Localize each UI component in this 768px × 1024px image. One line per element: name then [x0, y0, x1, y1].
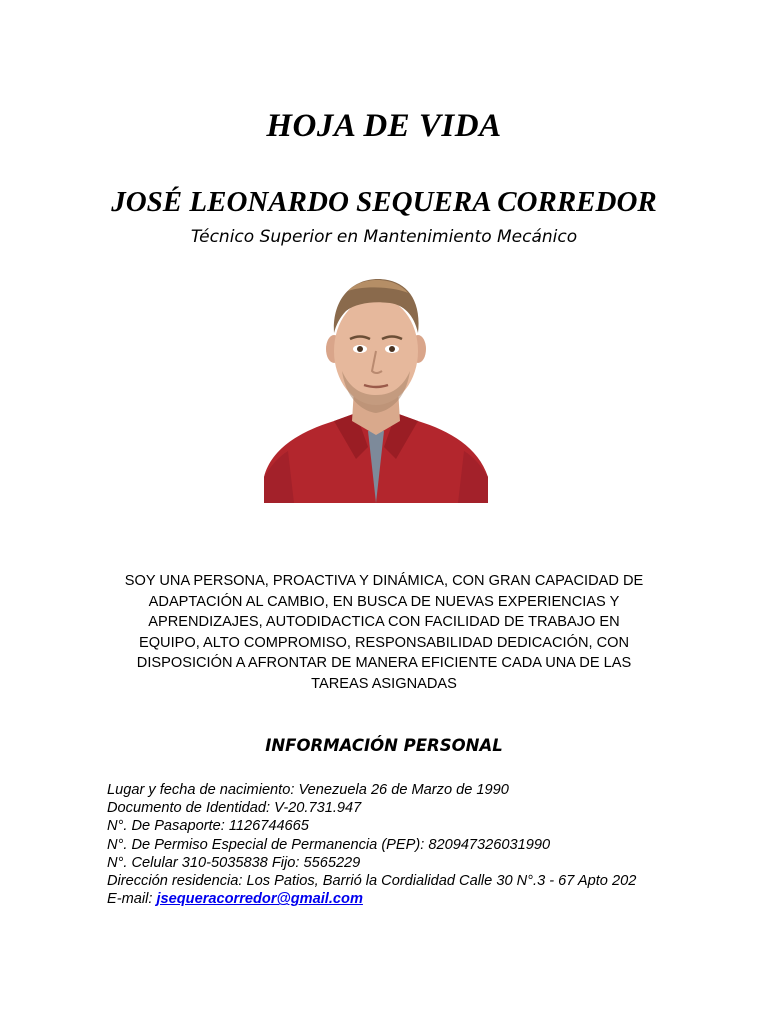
personal-info-list: [107, 781, 727, 908]
person-role: Técnico Superior en Mantenimiento Mecánico: [190, 227, 578, 247]
profile-photo: [264, 271, 488, 503]
summary-line: TAREAS ASIGNADAS: [311, 675, 457, 692]
address-info: Dirección residencia: Los Patios, Barrió la Cordialidad Calle 30 N°.3 - 67 Apto 202: [107, 873, 637, 890]
passport-info: N°. De Pasaporte: 1126744665: [107, 818, 309, 835]
profile-summary: [96, 571, 672, 695]
summary-line: EQUIPO, ALTO COMPROMISO, RESPONSABILIDAD DEDICACIÓN, CON: [138, 634, 630, 651]
email-link[interactable]: jsequeracorredor@gmail.com: [156, 891, 363, 908]
summary-line: APRENDIZAJES, AUTODIDACTICA CON FACILIDAD DE TRABAJO EN: [148, 614, 620, 631]
summary-line: DISPOSICIÓN A AFRONTAR DE MANERA EFICIENTE CADA UNA DE LAS: [136, 655, 632, 672]
phone-info: N°. Celular 310-5035838 Fijo: 5565229: [107, 854, 361, 871]
person-name: JOSÉ LEONARDO SEQUERA CORREDOR: [111, 186, 657, 218]
summary-line: SOY UNA PERSONA, PROACTIVA Y DINÁMICA, CON GRAN CAPACIDAD DE: [124, 573, 644, 589]
profile-photo-drawing: [264, 271, 488, 503]
email-info: [107, 890, 727, 908]
personal-info-heading: INFORMACIÓN PERSONAL: [265, 736, 503, 755]
birth-info: Lugar y fecha de nacimiento: Venezuela 26 de Marzo de 1990: [107, 782, 509, 798]
page-title: HOJA DE VIDA: [266, 108, 502, 144]
id-document-info: Documento de Identidad: V-20.731.947: [107, 800, 362, 817]
summary-line: ADAPTACIÓN AL CAMBIO, EN BUSCA DE NUEVAS EXPERIENCIAS Y: [148, 593, 620, 610]
pep-info: N°. De Permiso Especial de Permanencia (PEP): 820947326031990: [107, 836, 551, 853]
email-label: E-mail:: [107, 891, 157, 908]
